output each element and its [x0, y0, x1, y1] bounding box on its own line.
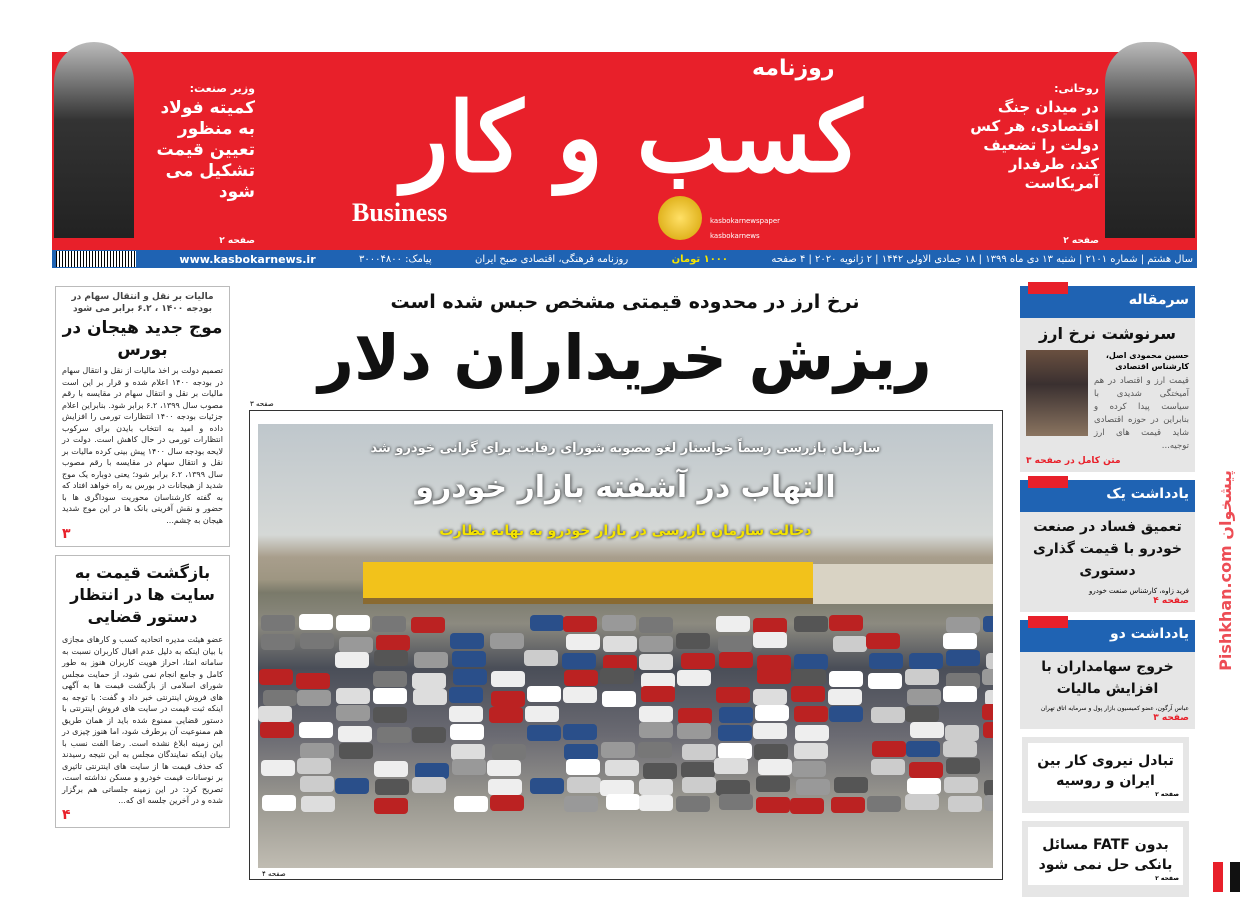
author-photo [1026, 350, 1088, 436]
car [792, 669, 826, 685]
car [639, 722, 673, 738]
box-page: صفحه ۲ [1155, 875, 1179, 882]
left-story-1[interactable] [55, 286, 230, 547]
car [983, 722, 993, 738]
car [714, 758, 748, 774]
car [907, 778, 941, 794]
car [907, 689, 941, 705]
building [363, 562, 813, 604]
car [525, 706, 559, 722]
car [984, 780, 993, 796]
price: ۱۰۰۰ تومان [671, 253, 729, 265]
note-page: صفحه ۳ [1153, 713, 1189, 723]
car [451, 744, 485, 760]
note-one[interactable] [1020, 480, 1195, 612]
car [564, 796, 598, 812]
car [336, 615, 370, 631]
car [263, 690, 297, 706]
car [833, 636, 867, 652]
car [829, 706, 863, 722]
car [527, 686, 561, 702]
car [943, 633, 977, 649]
note-two[interactable] [1020, 620, 1195, 729]
car [946, 758, 980, 774]
car [754, 744, 788, 760]
car [756, 776, 790, 792]
car [488, 779, 522, 795]
story-body: عضو هیئت مدیره اتحادیه کسب و کارهای مجازی با بیان اینکه به دلیل عدم اقبال کاربران نسبت به سامانه امتا، احراز هویت کاربران هنوز به طور کامل و جامع انجام نمی شود، از حمایت مجلس شورای اسلامی از بازگشت قیمت ها به آگهی های فروش اینترنتی خبر داد و گفت: با توجه به اینکه ثبت قیمت در سایت های فروش اینترنتی با دستور قضایی ممنوع شده باید از همان طریق هم ممنوعیت آن برطرف شود، اما هنوز چیزی در این زمینه ابلاغ نشده است. رضا الفت نسب با بیان اینکه نمایندگان مجلس به این نتیجه رسیدند که حذف قیمت ها از سایت های اینترنتی تاثیری بر نوسانات قیمت خودرو و مسکن نداشته است، تصریح کرد: در این زمینه جلساتی هم برگزار شده و در آخرین جلسه ای که... [62, 635, 223, 805]
car [335, 652, 369, 668]
car [562, 653, 596, 669]
car [719, 707, 753, 723]
photo-subtitle: دخالت سازمان بازرسی در بازار خودرو به بهانه نظارت [439, 523, 812, 539]
left-teaser-headline[interactable]: کمیته فولاد به منظور تعیین قیمت تشکیل می شود [156, 98, 255, 202]
car [718, 636, 752, 652]
logo-small: روزنامه [752, 56, 835, 81]
box-story-1[interactable] [1022, 737, 1189, 813]
editorial-headline: سرنوشت نرخ ارز [1039, 324, 1176, 343]
sms-number: پیامک: ۳۰۰۰۴۸۰۰ [359, 253, 432, 265]
car [412, 673, 446, 689]
car [943, 741, 977, 757]
car [795, 725, 829, 741]
car [411, 617, 445, 633]
car [262, 795, 296, 811]
car [491, 691, 525, 707]
photo-title: التهاب در آشفته بازار خودرو [415, 470, 836, 505]
car [681, 653, 715, 669]
car [681, 762, 715, 778]
car [299, 614, 333, 630]
editorial[interactable] [1020, 286, 1195, 472]
logo: کسب و کار [401, 81, 863, 194]
car [566, 634, 600, 650]
car [868, 673, 902, 689]
telegram-handle[interactable]: kasbokarnewspaper [710, 217, 781, 225]
car [755, 705, 789, 721]
box-story-2[interactable] [1022, 821, 1189, 897]
car [866, 633, 900, 649]
car [413, 689, 447, 705]
car [828, 689, 862, 705]
issue-info: سال هشتم | شماره ۲۱۰۱ | شنبه ۱۳ دی ماه ۱۳۹۹ | ۱۸ جمادی الاولی ۱۴۴۲ | ۲ ژانویه ۲۰۲۰ | ۴ صفحه [771, 253, 1193, 265]
car [373, 707, 407, 723]
car [299, 722, 333, 738]
car [564, 670, 598, 686]
car [638, 742, 672, 758]
car [867, 796, 901, 812]
car [339, 743, 373, 759]
car [682, 744, 716, 760]
car [454, 796, 488, 812]
car [794, 743, 828, 759]
color-mark [1213, 862, 1223, 892]
car [829, 615, 863, 631]
right-teaser-headline[interactable]: در میدان جنگ اقتصادی، هر کس دولت را تضعیف کند، طرفدار آمریکاست [970, 98, 1099, 192]
car [564, 744, 598, 760]
building-annex [813, 564, 993, 604]
car [374, 761, 408, 777]
car [412, 727, 446, 743]
car [377, 727, 411, 743]
note-author: فرید زاوه، کارشناس صنعت خودرو [1089, 587, 1189, 595]
car [563, 687, 597, 703]
car [794, 654, 828, 670]
car [297, 758, 331, 774]
car [374, 798, 408, 814]
car [414, 652, 448, 668]
car [871, 707, 905, 723]
car [834, 777, 868, 793]
car [984, 795, 993, 811]
car [719, 652, 753, 668]
car [566, 759, 600, 775]
car [983, 616, 993, 632]
car [300, 743, 334, 759]
car [297, 690, 331, 706]
car [567, 777, 601, 793]
page-ref: ۴ [62, 806, 71, 823]
car [678, 708, 712, 724]
main-page-ref: صفحه ۳ [250, 400, 274, 408]
car [639, 795, 673, 811]
car [373, 688, 407, 704]
main-headline[interactable]: ریزش خریداران دلار [318, 321, 932, 394]
car [982, 704, 993, 720]
car [982, 669, 993, 685]
coin-icon [658, 196, 702, 240]
car [261, 634, 295, 650]
car [261, 615, 295, 631]
website-link[interactable]: www.kasbokarnews.ir [179, 252, 316, 266]
car [757, 668, 791, 684]
masthead [52, 52, 1197, 250]
minister-photo [54, 42, 134, 238]
right-teaser-page: صفحه ۲ [1063, 236, 1099, 246]
car [258, 706, 292, 722]
car [639, 617, 673, 633]
car [452, 651, 486, 667]
car [490, 795, 524, 811]
car [946, 650, 980, 666]
car [530, 778, 564, 794]
car [869, 653, 903, 669]
car [373, 671, 407, 687]
car [909, 762, 943, 778]
left-story-2[interactable] [55, 555, 230, 828]
car [716, 687, 750, 703]
car [792, 761, 826, 777]
car [756, 797, 790, 813]
section-header: یادداشت یک [1020, 480, 1195, 512]
car [487, 760, 521, 776]
car [450, 633, 484, 649]
car [259, 669, 293, 685]
watermark: پیشخوان Pishkhan.com [1215, 469, 1235, 671]
car [452, 759, 486, 775]
car [524, 650, 558, 666]
car [639, 779, 673, 795]
car [338, 726, 372, 742]
car [790, 798, 824, 814]
car [910, 722, 944, 738]
photo-page-ref: صفحه ۴ [262, 870, 286, 878]
author: حسین محمودی اصل، کارشناس اقتصادی [1105, 351, 1189, 371]
right-column [1020, 286, 1195, 897]
car [677, 723, 711, 739]
car [986, 653, 993, 669]
car [639, 706, 673, 722]
car [948, 796, 982, 812]
car [905, 706, 939, 722]
main-kicker: نرخ ارز در محدوده قیمتی مشخص حبس شده است [390, 291, 860, 313]
more-link[interactable]: متن کامل در صفحه ۳ [1026, 456, 1121, 466]
section-header: سرمقاله [1020, 286, 1195, 318]
car [794, 706, 828, 722]
story-body: تصمیم دولت بر اخذ مالیات از نقل و انتقال سهام در بودجه ۱۴۰۰ اعلام شده و قرار بر این است مالیات بر نقل و انتقال سهام در مقایسه با رقم مصوب سال ۱۳۹۹، ۶.۲ برابر شود. بنابراین اعلام جزئیات بودجه ۱۴۰۰ انتظارات تورمی را افزایش داده و امید به انتخاب بایدن برای سرکوب انتظارات تورمی در حال کاهش است. دولت در لایحه بودجه سال ۱۴۰۰ پیش بینی کرده مالیات بر نقل و انتقال سهام در مقایسه با رقم مصوب سال ۱۳۹۹، ۶.۲ برابر شود؛ یعنی دوباره یک موج شدید از هیجانات در بورس به راه خواهد افتاد که به گفته کارشناسان محوریت سوداگری ها با حضور و نقش آفرینی بانک ها در این موج شدید هیجان به چشم... [62, 366, 224, 525]
car [905, 669, 939, 685]
car [871, 759, 905, 775]
car [602, 691, 636, 707]
car [946, 617, 980, 633]
car [375, 779, 409, 795]
car-lot-photo[interactable] [258, 424, 993, 868]
car [831, 797, 865, 813]
car [718, 725, 752, 741]
right-teaser-label: روحانی: [1054, 82, 1099, 95]
car [829, 671, 863, 687]
car [753, 632, 787, 648]
car [453, 669, 487, 685]
instagram-handle[interactable]: kasbokarnews [710, 232, 760, 240]
car [944, 777, 978, 793]
tagline: روزنامه فرهنگی، اقتصادی صبح ایران [475, 253, 629, 265]
car [261, 760, 295, 776]
car [905, 794, 939, 810]
car [909, 653, 943, 669]
car [489, 707, 523, 723]
car [300, 633, 334, 649]
car [716, 616, 750, 632]
note-page: صفحه ۴ [1153, 596, 1189, 606]
car [639, 636, 673, 652]
car [601, 742, 635, 758]
story-headline: موج جدید هیجان در بورس [62, 318, 223, 360]
car [945, 725, 979, 741]
story-kicker: مالیات بر نقل و انتقال سهام در بودجه ۱۴۰۰ ، ۶.۲ برابر می شود [71, 292, 214, 314]
photo-overline: سازمان بازرسی رسماً خواستار لغو مصوبه شورای رقابت برای گرانی خودرو شد [370, 441, 881, 456]
car [449, 687, 483, 703]
car [794, 616, 828, 632]
car [682, 777, 716, 793]
car [260, 722, 294, 738]
car [719, 794, 753, 810]
car [563, 724, 597, 740]
car [412, 777, 446, 793]
car [530, 615, 564, 631]
car [872, 741, 906, 757]
car [296, 673, 330, 689]
car [639, 654, 673, 670]
car [563, 616, 597, 632]
car [450, 724, 484, 740]
car [718, 743, 752, 759]
color-mark [1230, 862, 1240, 892]
box-page: صفحه ۲ [1155, 791, 1179, 798]
car [753, 723, 787, 739]
car [677, 670, 711, 686]
watermark-holder [1205, 420, 1245, 720]
car [374, 650, 408, 666]
car [301, 796, 335, 812]
car [796, 779, 830, 795]
car [943, 686, 977, 702]
section-header: یادداشت دو [1020, 620, 1195, 652]
info-bar [52, 250, 1197, 268]
car [335, 778, 369, 794]
car [339, 637, 373, 653]
car [376, 635, 410, 651]
car [490, 633, 524, 649]
car [372, 616, 406, 632]
car [449, 706, 483, 722]
note-headline: تعمیق فساد در صنعت خودرو با قیمت گذاری دستوری [1033, 519, 1182, 579]
car [300, 776, 334, 792]
car [336, 705, 370, 721]
box-headline: تبادل نیروی کار بین ایران و روسیه [1037, 753, 1174, 789]
car [643, 763, 677, 779]
left-teaser-label: وزیر صنعت: [189, 82, 255, 95]
rouhani-photo [1105, 42, 1195, 238]
car [641, 686, 675, 702]
car [491, 671, 525, 687]
note-author: عباس آرگون، عضو کمیسیون بازار پول و سرمایه اتاق تهران [1040, 705, 1189, 712]
car [676, 633, 710, 649]
car [753, 689, 787, 705]
car [906, 741, 940, 757]
logo-en: Business [352, 198, 448, 227]
car [758, 759, 792, 775]
left-teaser-page: صفحه ۲ [219, 236, 255, 246]
story-headline: بازگشت قیمت به سایت ها در انتظار دستور قضایی [70, 563, 215, 626]
car [605, 760, 639, 776]
note-headline: خروج سهامداران با افزایش مالیات [1041, 659, 1174, 697]
car [600, 668, 634, 684]
box-headline: بدون FATF مسائل بانکی حل نمی شود [1038, 837, 1173, 873]
barcode [56, 251, 136, 267]
page-ref: ۳ [62, 526, 71, 542]
car [791, 686, 825, 702]
car [603, 636, 637, 652]
car [527, 725, 561, 741]
editorial-body: قیمت ارز و اقتصاد در هم آمیختگی شدیدی با سیاست پیدا کرده و بنابراین در حوزه اقتصادی شاید قیمت های ارز توجیه... [1094, 376, 1189, 451]
car [336, 688, 370, 704]
left-column [55, 286, 230, 828]
car [492, 744, 526, 760]
car [602, 615, 636, 631]
car [676, 796, 710, 812]
car [606, 794, 640, 810]
